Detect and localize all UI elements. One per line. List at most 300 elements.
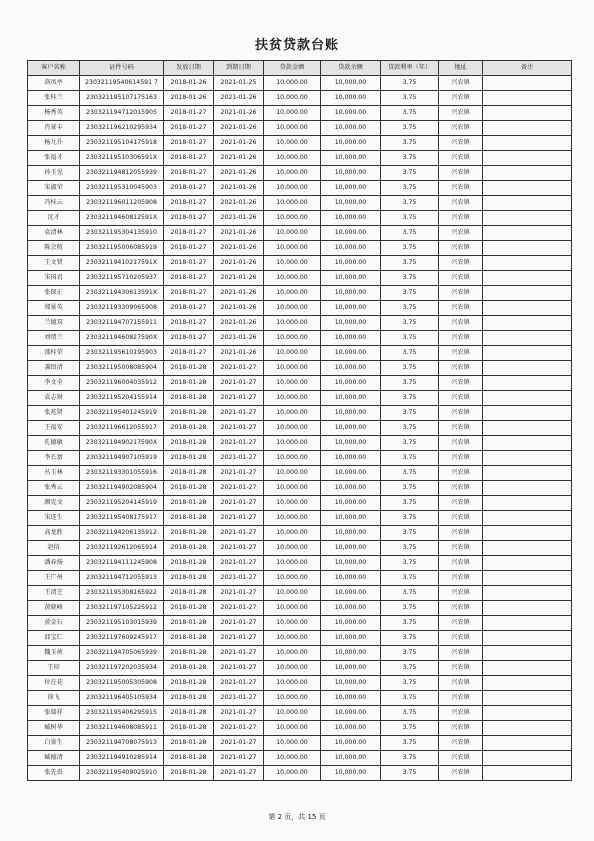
cell-due-date: 2021-01-26 [214, 286, 264, 301]
cell-id-number: 230321194206135912 [80, 526, 164, 541]
cell-remarks [483, 226, 572, 241]
table-row [28, 241, 572, 256]
cell-loan-balance: 10,000.00 [321, 406, 381, 421]
cell-id-number: 230321195104175918 [80, 136, 164, 151]
cell-customer-name: 袭绍清 [28, 361, 80, 376]
cell-interest-rate: 3.75 [381, 241, 439, 256]
cell-customer-name: 黄金石 [28, 616, 80, 631]
cell-id-number: 230321194812055939 [80, 166, 164, 181]
cell-id-number: 230321193301055916 [80, 466, 164, 481]
cell-address: 兴农镇 [439, 481, 483, 496]
cell-due-date: 2021-01-27 [214, 511, 264, 526]
table-row [28, 616, 572, 631]
cell-loan-amount: 10,000.00 [264, 181, 321, 196]
table-row [28, 361, 572, 376]
cell-loan-amount: 10,000.00 [264, 151, 321, 166]
cell-address: 兴农镇 [439, 361, 483, 376]
cell-issue-date: 2018-01-28 [164, 496, 214, 511]
cell-remarks [483, 496, 572, 511]
cell-customer-name: 宋国君 [28, 271, 80, 286]
cell-address: 兴农镇 [439, 676, 483, 691]
cell-issue-date: 2018-01-28 [164, 751, 214, 766]
cell-interest-rate: 3.75 [381, 151, 439, 166]
cell-id-number: 230321196210295934 [80, 121, 164, 136]
cell-customer-name: 黄晓峰 [28, 601, 80, 616]
cell-issue-date: 2018-01-28 [164, 541, 214, 556]
cell-id-number: 230321195005305908 [80, 676, 164, 691]
cell-interest-rate: 3.75 [381, 406, 439, 421]
cell-id-number: 23032119510306591X [80, 151, 164, 166]
cell-loan-balance: 10,000.00 [321, 526, 381, 541]
cell-remarks [483, 331, 572, 346]
cell-customer-name: 魏玉祯 [28, 646, 80, 661]
cell-loan-amount: 10,000.00 [264, 91, 321, 106]
cell-issue-date: 2018-01-28 [164, 691, 214, 706]
cell-loan-balance: 10,000.00 [321, 271, 381, 286]
cell-address: 兴农镇 [439, 91, 483, 106]
cell-due-date: 2021-01-27 [214, 406, 264, 421]
cell-issue-date: 2018-01-28 [164, 421, 214, 436]
cell-due-date: 2021-01-27 [214, 676, 264, 691]
cell-interest-rate: 3.75 [381, 91, 439, 106]
cell-customer-name: 白景生 [28, 736, 80, 751]
table-row [28, 736, 572, 751]
cell-address: 兴农镇 [439, 286, 483, 301]
cell-due-date: 2021-01-27 [214, 541, 264, 556]
cell-remarks [483, 286, 572, 301]
cell-loan-balance: 10,000.00 [321, 316, 381, 331]
cell-loan-amount: 10,000.00 [264, 256, 321, 271]
cell-remarks [483, 586, 572, 601]
cell-remarks [483, 526, 572, 541]
cell-due-date: 2021-01-27 [214, 361, 264, 376]
cell-loan-amount: 10,000.00 [264, 196, 321, 211]
cell-customer-name: 肖景丰 [28, 121, 80, 136]
cell-remarks [483, 736, 572, 751]
cell-remarks [483, 436, 572, 451]
cell-address: 兴农镇 [439, 241, 483, 256]
cell-interest-rate: 3.75 [381, 676, 439, 691]
cell-customer-name: 李文全 [28, 376, 80, 391]
col-header-due-date: 到期日期 [214, 61, 264, 76]
cell-due-date: 2021-01-27 [214, 601, 264, 616]
table-row [28, 406, 572, 421]
table-row [28, 196, 572, 211]
cell-due-date: 2021-01-26 [214, 91, 264, 106]
cell-address: 兴农镇 [439, 166, 483, 181]
col-header-issue-date: 发放日期 [164, 61, 214, 76]
cell-loan-amount: 10,000.00 [264, 571, 321, 586]
cell-issue-date: 2018-01-28 [164, 646, 214, 661]
cell-loan-balance: 10,000.00 [321, 616, 381, 631]
cell-loan-balance: 10,000.00 [321, 466, 381, 481]
cell-due-date: 2021-01-27 [214, 691, 264, 706]
cell-issue-date: 2018-01-28 [164, 361, 214, 376]
cell-interest-rate: 3.75 [381, 571, 439, 586]
cell-address: 兴农镇 [439, 451, 483, 466]
cell-loan-balance: 10,000.00 [321, 436, 381, 451]
cell-loan-balance: 10,000.00 [321, 541, 381, 556]
cell-customer-name: 高龙胜 [28, 526, 80, 541]
table-row [28, 211, 572, 226]
cell-issue-date: 2018-01-26 [164, 91, 214, 106]
cell-issue-date: 2018-01-28 [164, 661, 214, 676]
cell-remarks [483, 376, 572, 391]
cell-due-date: 2021-01-26 [214, 331, 264, 346]
cell-remarks [483, 256, 572, 271]
cell-loan-balance: 10,000.00 [321, 196, 381, 211]
cell-id-number: 230321194910285914 [80, 751, 164, 766]
table-row [28, 316, 572, 331]
cell-interest-rate: 3.75 [381, 751, 439, 766]
cell-due-date: 2021-01-27 [214, 661, 264, 676]
cell-loan-balance: 10,000.00 [321, 376, 381, 391]
cell-interest-rate: 3.75 [381, 706, 439, 721]
cell-due-date: 2021-01-27 [214, 616, 264, 631]
table-row [28, 76, 572, 91]
cell-loan-amount: 10,000.00 [264, 556, 321, 571]
table-row [28, 661, 572, 676]
cell-customer-name: 王清芝 [28, 586, 80, 601]
cell-remarks [483, 751, 572, 766]
table-row [28, 181, 572, 196]
table-row [28, 451, 572, 466]
cell-loan-amount: 10,000.00 [264, 76, 321, 91]
cell-loan-balance: 10,000.00 [321, 76, 381, 91]
cell-customer-name: 赵信 [28, 541, 80, 556]
cell-interest-rate: 3.75 [381, 586, 439, 601]
col-header-address: 地址 [439, 61, 483, 76]
cell-interest-rate: 3.75 [381, 436, 439, 451]
table-row [28, 601, 572, 616]
cell-customer-name: 刘绪兰 [28, 331, 80, 346]
table-row [28, 301, 572, 316]
table-row [28, 751, 572, 766]
cell-id-number: 230321195409025910 [80, 766, 164, 781]
cell-due-date: 2021-01-27 [214, 646, 264, 661]
cell-remarks [483, 691, 572, 706]
cell-due-date: 2021-01-26 [214, 346, 264, 361]
cell-loan-amount: 10,000.00 [264, 721, 321, 736]
cell-customer-name: 李长富 [28, 451, 80, 466]
cell-issue-date: 2018-01-27 [164, 121, 214, 136]
cell-loan-amount: 10,000.00 [264, 616, 321, 631]
cell-loan-amount: 10,000.00 [264, 211, 321, 226]
cell-due-date: 2021-01-27 [214, 631, 264, 646]
cell-id-number: 230321196612055917 [80, 421, 164, 436]
cell-customer-name: 郑景英 [28, 301, 80, 316]
cell-id-number: 230321194608085911 [80, 721, 164, 736]
cell-interest-rate: 3.75 [381, 661, 439, 676]
cell-loan-balance: 10,000.00 [321, 706, 381, 721]
cell-remarks [483, 601, 572, 616]
cell-customer-name: 丛玉林 [28, 466, 80, 481]
cell-remarks [483, 451, 572, 466]
cell-customer-name: 潘春扬 [28, 556, 80, 571]
cell-id-number: 230321194712015905 [80, 106, 164, 121]
cell-interest-rate: 3.75 [381, 691, 439, 706]
table-row [28, 766, 572, 781]
cell-due-date: 2021-01-26 [214, 316, 264, 331]
cell-interest-rate: 3.75 [381, 481, 439, 496]
cell-interest-rate: 3.75 [381, 256, 439, 271]
cell-due-date: 2021-01-27 [214, 526, 264, 541]
loan-ledger-table [27, 60, 572, 781]
cell-remarks [483, 196, 572, 211]
cell-id-number: 230321194111245908 [80, 556, 164, 571]
cell-address: 兴农镇 [439, 181, 483, 196]
cell-remarks [483, 181, 572, 196]
cell-id-number: 230321195304135910 [80, 226, 164, 241]
cell-customer-name: 袁清林 [28, 226, 80, 241]
cell-remarks [483, 421, 572, 436]
col-header-remarks: 备注 [483, 61, 572, 76]
cell-issue-date: 2018-01-28 [164, 406, 214, 421]
cell-id-number: 230321195610195903 [80, 346, 164, 361]
cell-remarks [483, 106, 572, 121]
cell-interest-rate: 3.75 [381, 301, 439, 316]
cell-address: 兴农镇 [439, 556, 483, 571]
cell-loan-balance: 10,000.00 [321, 211, 381, 226]
cell-loan-balance: 10,000.00 [321, 661, 381, 676]
cell-due-date: 2021-01-27 [214, 466, 264, 481]
cell-address: 兴农镇 [439, 76, 483, 91]
cell-address: 兴农镇 [439, 466, 483, 481]
cell-interest-rate: 3.75 [381, 391, 439, 406]
cell-due-date: 2021-01-27 [214, 376, 264, 391]
cell-loan-amount: 10,000.00 [264, 706, 321, 721]
cell-interest-rate: 3.75 [381, 601, 439, 616]
cell-address: 兴农镇 [439, 601, 483, 616]
cell-address: 兴农镇 [439, 616, 483, 631]
cell-customer-name: 杨九升 [28, 136, 80, 151]
cell-remarks [483, 391, 572, 406]
cell-id-number: 230321195308165922 [80, 586, 164, 601]
cell-loan-amount: 10,000.00 [264, 226, 321, 241]
cell-remarks [483, 121, 572, 136]
cell-interest-rate: 3.75 [381, 526, 439, 541]
cell-loan-amount: 10,000.00 [264, 106, 321, 121]
cell-issue-date: 2018-01-26 [164, 76, 214, 91]
cell-id-number: 230321196011205908 [80, 196, 164, 211]
cell-remarks [483, 721, 572, 736]
cell-loan-balance: 10,000.00 [321, 736, 381, 751]
cell-remarks [483, 466, 572, 481]
cell-address: 兴农镇 [439, 706, 483, 721]
cell-id-number: 230321192612065914 [80, 541, 164, 556]
cell-customer-name: 张保正 [28, 286, 80, 301]
cell-due-date: 2021-01-26 [214, 166, 264, 181]
cell-loan-balance: 10,000.00 [321, 496, 381, 511]
cell-interest-rate: 3.75 [381, 346, 439, 361]
cell-customer-name: 张兆贤 [28, 406, 80, 421]
cell-id-number: 23032119460827590X [80, 331, 164, 346]
cell-id-number: 230321195710205937 [80, 271, 164, 286]
cell-interest-rate: 3.75 [381, 421, 439, 436]
cell-id-number: 23032119540614591 7 [80, 76, 164, 91]
table-row [28, 226, 572, 241]
cell-id-number: 230321197202035934 [80, 661, 164, 676]
cell-address: 兴农镇 [439, 106, 483, 121]
cell-remarks [483, 91, 572, 106]
cell-issue-date: 2018-01-27 [164, 301, 214, 316]
cell-loan-balance: 10,000.00 [321, 241, 381, 256]
cell-due-date: 2021-01-27 [214, 481, 264, 496]
cell-interest-rate: 3.75 [381, 466, 439, 481]
table-row [28, 631, 572, 646]
cell-due-date: 2021-01-26 [214, 301, 264, 316]
cell-loan-balance: 10,000.00 [321, 301, 381, 316]
cell-customer-name: 张瑞祥 [28, 706, 80, 721]
cell-loan-balance: 10,000.00 [321, 286, 381, 301]
cell-loan-amount: 10,000.00 [264, 631, 321, 646]
cell-address: 兴农镇 [439, 496, 483, 511]
cell-interest-rate: 3.75 [381, 376, 439, 391]
cell-loan-balance: 10,000.00 [321, 766, 381, 781]
cell-address: 兴农镇 [439, 721, 483, 736]
cell-due-date: 2021-01-27 [214, 736, 264, 751]
cell-loan-balance: 10,000.00 [321, 256, 381, 271]
cell-id-number: 230321197105225912 [80, 601, 164, 616]
cell-loan-balance: 10,000.00 [321, 166, 381, 181]
cell-loan-amount: 10,000.00 [264, 391, 321, 406]
cell-loan-balance: 10,000.00 [321, 361, 381, 376]
cell-issue-date: 2018-01-27 [164, 271, 214, 286]
cell-id-number: 230321195107175163 [80, 91, 164, 106]
cell-remarks [483, 481, 572, 496]
cell-address: 兴农镇 [439, 151, 483, 166]
table-row [28, 466, 572, 481]
cell-id-number: 230321195401245919 [80, 406, 164, 421]
cell-id-number: 230321195204145919 [80, 496, 164, 511]
table-row [28, 136, 572, 151]
cell-address: 兴农镇 [439, 511, 483, 526]
cell-loan-balance: 10,000.00 [321, 331, 381, 346]
cell-loan-balance: 10,000.00 [321, 346, 381, 361]
cell-issue-date: 2018-01-28 [164, 481, 214, 496]
cell-issue-date: 2018-01-27 [164, 286, 214, 301]
cell-loan-amount: 10,000.00 [264, 121, 321, 136]
cell-interest-rate: 3.75 [381, 646, 439, 661]
cell-loan-balance: 10,000.00 [321, 631, 381, 646]
cell-interest-rate: 3.75 [381, 451, 439, 466]
cell-issue-date: 2018-01-27 [164, 226, 214, 241]
table-row [28, 106, 572, 121]
cell-address: 兴农镇 [439, 586, 483, 601]
cell-address: 兴农镇 [439, 421, 483, 436]
cell-due-date: 2021-01-27 [214, 586, 264, 601]
cell-customer-name: 孙玉见 [28, 166, 80, 181]
cell-loan-amount: 10,000.00 [264, 346, 321, 361]
cell-loan-balance: 10,000.00 [321, 751, 381, 766]
cell-loan-balance: 10,000.00 [321, 571, 381, 586]
cell-remarks [483, 766, 572, 781]
cell-loan-amount: 10,000.00 [264, 481, 321, 496]
cell-customer-name: 王广州 [28, 571, 80, 586]
table-row [28, 286, 572, 301]
table-row [28, 91, 572, 106]
cell-id-number: 230321197609245917 [80, 631, 164, 646]
cell-interest-rate: 3.75 [381, 76, 439, 91]
cell-due-date: 2021-01-27 [214, 706, 264, 721]
cell-id-number: 230321194707155911 [80, 316, 164, 331]
cell-issue-date: 2018-01-28 [164, 436, 214, 451]
cell-due-date: 2021-01-27 [214, 751, 264, 766]
cell-loan-balance: 10,000.00 [321, 601, 381, 616]
cell-interest-rate: 3.75 [381, 286, 439, 301]
cell-id-number: 230321193309065908 [80, 301, 164, 316]
cell-loan-balance: 10,000.00 [321, 586, 381, 601]
cell-id-number: 23032119490217590X [80, 436, 164, 451]
cell-loan-amount: 10,000.00 [264, 766, 321, 781]
cell-due-date: 2021-01-26 [214, 106, 264, 121]
cell-interest-rate: 3.75 [381, 106, 439, 121]
cell-id-number: 230321196004035912 [80, 376, 164, 391]
cell-issue-date: 2018-01-27 [164, 136, 214, 151]
cell-id-number: 230321195204155914 [80, 391, 164, 406]
cell-due-date: 2021-01-26 [214, 241, 264, 256]
cell-issue-date: 2018-01-27 [164, 346, 214, 361]
cell-loan-balance: 10,000.00 [321, 421, 381, 436]
col-header-loan-balance: 贷款余额 [321, 61, 381, 76]
cell-loan-amount: 10,000.00 [264, 466, 321, 481]
cell-interest-rate: 3.75 [381, 511, 439, 526]
cell-id-number: 230321194902085904 [80, 481, 164, 496]
cell-loan-amount: 10,000.00 [264, 751, 321, 766]
table-row [28, 526, 572, 541]
cell-due-date: 2021-01-26 [214, 136, 264, 151]
cell-customer-name: 王印 [28, 661, 80, 676]
cell-loan-amount: 10,000.00 [264, 301, 321, 316]
cell-address: 兴农镇 [439, 301, 483, 316]
cell-remarks [483, 166, 572, 181]
cell-address: 兴农镇 [439, 346, 483, 361]
cell-due-date: 2021-01-26 [214, 256, 264, 271]
cell-remarks [483, 271, 572, 286]
cell-id-number: 230321195006085919 [80, 241, 164, 256]
cell-address: 兴农镇 [439, 376, 483, 391]
cell-issue-date: 2018-01-27 [164, 166, 214, 181]
cell-interest-rate: 3.75 [381, 271, 439, 286]
table-row [28, 436, 572, 451]
cell-issue-date: 2018-01-27 [164, 256, 214, 271]
cell-issue-date: 2018-01-28 [164, 721, 214, 736]
cell-remarks [483, 346, 572, 361]
cell-interest-rate: 3.75 [381, 736, 439, 751]
cell-loan-amount: 10,000.00 [264, 406, 321, 421]
cell-interest-rate: 3.75 [381, 541, 439, 556]
cell-customer-name: 邱宝仁 [28, 631, 80, 646]
cell-loan-balance: 10,000.00 [321, 121, 381, 136]
cell-remarks [483, 151, 572, 166]
cell-loan-amount: 10,000.00 [264, 676, 321, 691]
cell-loan-amount: 10,000.00 [264, 241, 321, 256]
cell-loan-balance: 10,000.00 [321, 676, 381, 691]
table-row [28, 271, 572, 286]
cell-address: 兴农镇 [439, 406, 483, 421]
cell-remarks [483, 76, 572, 91]
table-row [28, 166, 572, 181]
cell-due-date: 2021-01-27 [214, 391, 264, 406]
cell-loan-amount: 10,000.00 [264, 271, 321, 286]
cell-loan-balance: 10,000.00 [321, 391, 381, 406]
cell-loan-balance: 10,000.00 [321, 556, 381, 571]
cell-loan-balance: 10,000.00 [321, 91, 381, 106]
cell-due-date: 2021-01-27 [214, 766, 264, 781]
cell-address: 兴农镇 [439, 331, 483, 346]
cell-interest-rate: 3.75 [381, 556, 439, 571]
cell-due-date: 2021-01-27 [214, 436, 264, 451]
